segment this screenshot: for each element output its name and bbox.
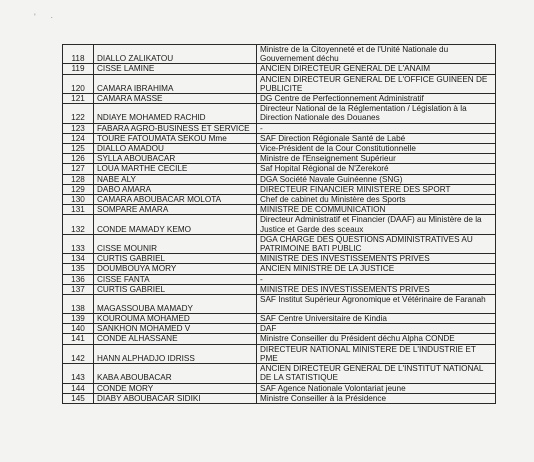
role-function: MINISTRE DES INVESTISSEMENTS PRIVES [257,254,496,264]
person-name: DIABY ABOUBACAR SIDIKI [94,393,257,403]
person-name: CONDE MORY [94,383,257,393]
person-name: DIALLO AMADOU [94,144,257,154]
table-row [63,215,496,234]
row-number: 144 [63,383,94,393]
row-number: 124 [63,133,94,143]
role-function: DIRECTEUR NATIONAL MINISTERE DE L'INDUSTRIE ET PME [257,344,496,363]
person-name: CURTIS GABRIEL [94,284,257,294]
table-row [63,123,496,133]
row-number: 143 [63,364,94,383]
row-number: 134 [63,254,94,264]
person-name: CISSE LAMINE [94,64,257,74]
table-row [63,334,496,344]
row-number: 120 [63,74,94,93]
table-row [63,45,496,64]
role-function: ANCIEN DIRECTEUR GENERAL DE L'INSTITUT NATIONAL DE LA STATISTIQUE [257,364,496,383]
row-number: 128 [63,174,94,184]
scan-marks: ' · [34,12,60,22]
row-number: 118 [63,45,94,64]
person-name: HANN ALPHADJO IDRISS [94,344,257,363]
table-row [63,104,496,123]
person-name: CAMARA ABOUBACAR MOLOTA [94,195,257,205]
person-name: SOMPARE AMARA [94,205,257,215]
row-number: 119 [63,64,94,74]
role-function: SAF Direction Régionale Santé de Labé [257,133,496,143]
role-function: DGA Société Navale Guinéenne (SNG) [257,174,496,184]
row-number: 129 [63,184,94,194]
row-number: 139 [63,314,94,324]
role-function: Saf Hopital Régional de N'Zerekoré [257,164,496,174]
role-function: Directeur Administratif et Financier (DAAF) au Ministère de la Justice et Garde des sceaux [257,215,496,234]
role-function: ANCIEN DIRECTEUR GENERAL DE L'OFFICE GUINEEN DE PUBLICITE [257,74,496,93]
role-function: DGA CHARGE DES QUESTIONS ADMINISTRATIVES AU PATRIMOINE BATI PUBLIC [257,234,496,253]
person-name: CAMARA MASSE [94,94,257,104]
role-function: DAF [257,324,496,334]
person-name: CONDE MAMADY KEMO [94,215,257,234]
person-name: SYLLA ABOUBACAR [94,154,257,164]
role-function: ANCIEN MINISTRE DE LA JUSTICE [257,264,496,274]
person-name: NABE ALY [94,174,257,184]
role-function: - [257,274,496,284]
person-name: TOURE FATOUMATA SEKOU Mme [94,133,257,143]
person-name: CISSE FANTA [94,274,257,284]
row-number: 126 [63,154,94,164]
role-function: MINISTRE DE COMMUNICATION [257,205,496,215]
row-number: 140 [63,324,94,334]
person-name: CISSE MOUNIR [94,234,257,253]
person-name: DOUMBOUYA MORY [94,264,257,274]
table-row [63,205,496,215]
table-row [63,364,496,383]
table-row [63,254,496,264]
table-row [63,184,496,194]
table-row [63,74,496,93]
table-row [63,344,496,363]
row-number: 138 [63,295,94,314]
role-function: DG Centre de Perfectionnement Administratif [257,94,496,104]
person-name: SANKHON MOHAMED V [94,324,257,334]
person-name: DABO AMARA [94,184,257,194]
row-number: 145 [63,393,94,403]
person-name: KOUROUMA MOHAMED [94,314,257,324]
row-number: 122 [63,104,94,123]
role-function: - [257,123,496,133]
table-row [63,324,496,334]
role-function: Ministre Conseiller du Président déchu Alpha CONDE [257,334,496,344]
row-number: 136 [63,274,94,284]
table-row [63,133,496,143]
person-name: KABA ABOUBACAR [94,364,257,383]
person-name: FABARA AGRO-BUSINESS ET SERVICE [94,123,257,133]
table-row [63,284,496,294]
row-number: 123 [63,123,94,133]
table-row [63,164,496,174]
table-row [63,64,496,74]
row-number: 137 [63,284,94,294]
role-function: SAF Centre Universitaire de Kindia [257,314,496,324]
role-function: ANCIEN DIRECTEUR GENERAL DE L'ANAIM [257,64,496,74]
table-row [63,393,496,403]
table-row [63,94,496,104]
row-number: 135 [63,264,94,274]
table-row [63,144,496,154]
row-number: 127 [63,164,94,174]
person-name: DIALLO ZALIKATOU [94,45,257,64]
role-function: SAF Institut Supérieur Agronomique et Vétérinaire de Faranah [257,295,496,314]
table-row [63,383,496,393]
person-name: LOUA MARTHE CECILE [94,164,257,174]
table-row [63,174,496,184]
person-name: MAGASSOUBA MAMADY [94,295,257,314]
row-number: 125 [63,144,94,154]
row-number: 131 [63,205,94,215]
role-function: DIRECTEUR FINANCIER MINISTERE DES SPORT [257,184,496,194]
person-name: CONDE ALHASSANE [94,334,257,344]
role-function: Chef de cabinet du Ministère des Sports [257,195,496,205]
person-name: CURTIS GABRIEL [94,254,257,264]
table-body [63,45,496,404]
person-name: CAMARA IBRAHIMA [94,74,257,93]
table-row [63,295,496,314]
role-function: SAF Agence Nationale Volontariat jeune [257,383,496,393]
table-row [63,234,496,253]
role-function: Directeur National de la Réglementation / Législation à la Direction Nationale des Douanes [257,104,496,123]
table-row [63,314,496,324]
role-function: Vice-Président de la Cour Constitutionnelle [257,144,496,154]
role-function: Ministre Conseiller à la Présidence [257,393,496,403]
table-row [63,264,496,274]
table-row [63,154,496,164]
row-number: 130 [63,195,94,205]
row-number: 141 [63,334,94,344]
table-row [63,195,496,205]
row-number: 133 [63,234,94,253]
row-number: 121 [63,94,94,104]
table-row [63,274,496,284]
role-function: Ministre de l'Enseignement Supérieur [257,154,496,164]
person-name: NDIAYE MOHAMED RACHID [94,104,257,123]
row-number: 142 [63,344,94,363]
role-function: Ministre de la Citoyenneté et de l'Unité Nationale du Gouvernement déchu [257,45,496,64]
document-table [62,44,496,404]
role-function: MINISTRE DES INVESTISSEMENTS PRIVES [257,284,496,294]
row-number: 132 [63,215,94,234]
